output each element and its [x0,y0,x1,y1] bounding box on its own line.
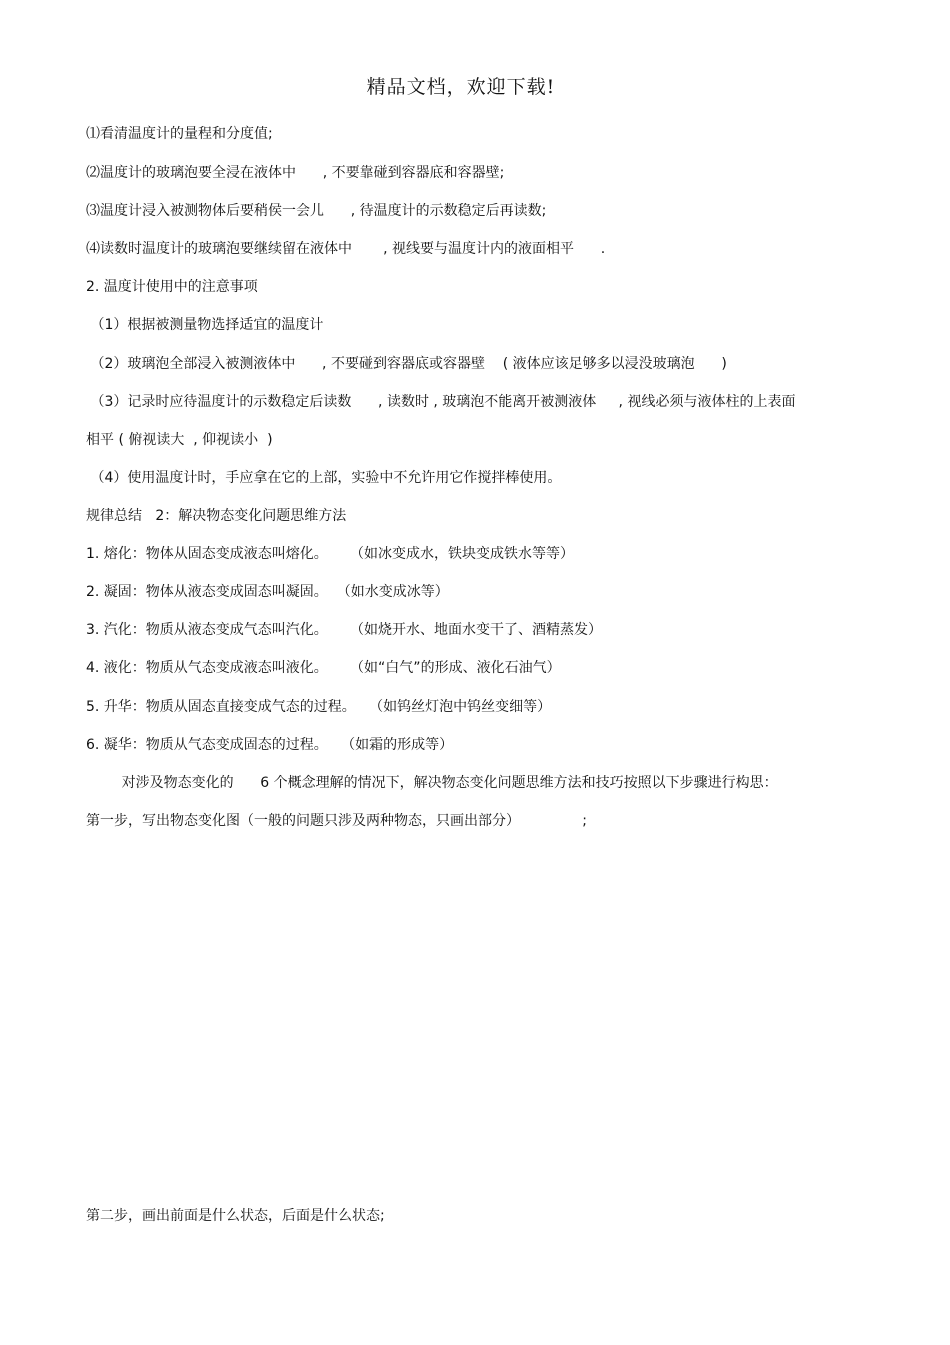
page-title: 精品文档，欢迎下载! [366,76,556,98]
text-line: （1）根据被测量物选择适宜的温度计 [86,317,324,333]
section-heading: 2. 温度计使用中的注意事项 [86,279,258,295]
text-line: 6. 凝华：物质从气态变成固态的过程。 （如霜的形成等） [86,737,454,753]
text-line: 4. 液化：物质从气态变成液态叫液化。 （如“白气”的形成、液化石油气） [86,660,561,676]
text-line: 相平 ( 俯视读大 , 仰视读小 ) [86,432,273,448]
text-line: 第一步，写出物态变化图（一般的问题只涉及两种物态，只画出部分） ; [86,813,588,829]
text-line: ⑵温度计的玻璃泡要全浸在液体中 , 不要靠碰到容器底和容器壁; [86,165,505,181]
text-line: 3. 汽化：物质从液态变成气态叫汽化。 （如烧开水、地面水变干了、酒精蒸发） [86,622,603,638]
text-line: 5. 升华：物质从固态直接变成气态的过程。 （如钨丝灯泡中钨丝变细等） [86,699,552,715]
section-heading: 规律总结 2：解决物态变化问题思维方法 [86,508,347,524]
text-line: ⑴看清温度计的量程和分度值; [86,126,273,142]
text-line: （2）玻璃泡全部浸入被测液体中 , 不要碰到容器底或容器壁 ( 液体应该足够多以浸没玻璃泡 ) [86,356,727,372]
text-line: ⑶温度计浸入被测物体后要稍侯一会儿 , 待温度计的示数稳定后再读数; [86,203,547,219]
text-line: （4）使用温度计时，手应拿在它的上部，实验中不允许用它作搅拌棒使用。 [86,470,562,486]
text-line: 1. 熔化：物体从固态变成液态叫熔化。 （如冰变成水，铁块变成铁水等等） [86,546,575,562]
text-line: ⑷读数时温度计的玻璃泡要继续留在液体中 , 视线要与温度计内的液面相平 . [86,241,606,257]
text-line: 对涉及物态变化的 6 个概念理解的情况下，解决物态变化问题思维方法和技巧按照以下步骤进行构思： [86,775,778,791]
text-line: 2. 凝固：物体从液态变成固态叫凝固。 （如水变成冰等） [86,584,449,600]
text-line: 第二步，画出前面是什么状态，后面是什么状态; [86,1208,385,1224]
text-line: （3）记录时应待温度计的示数稳定后读数 , 读数时 , 玻璃泡不能离开被测液体 , 视线必须与液体柱的上表面 [86,394,796,410]
